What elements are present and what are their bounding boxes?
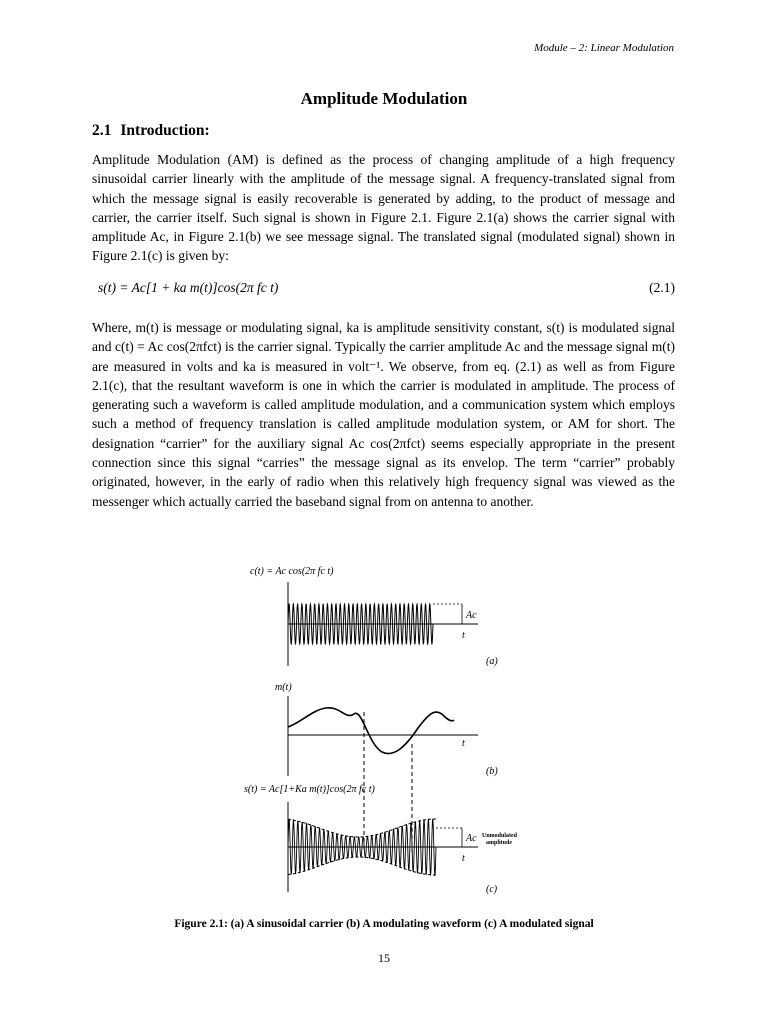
carrier-amp-label: Ac: [466, 610, 477, 621]
panel-c-label: (c): [486, 884, 498, 895]
section-number: 2.1: [92, 122, 112, 139]
am-waveforms-diagram: [240, 562, 540, 902]
modulated-t-label: t: [462, 853, 465, 864]
page-title: Amplitude Modulation: [300, 89, 468, 108]
page-number: 15: [378, 951, 390, 965]
message-waveform: [288, 708, 454, 754]
figure-caption: Figure 2.1: (a) A sinusoidal carrier (b) A modulating waveform (c) A modulated signal: [174, 918, 594, 930]
modulated-formula: s(t) = Ac[1+Ka m(t)]cos(2π fc t): [244, 784, 375, 795]
running-header: Module – 2: Linear Modulation: [534, 42, 674, 54]
message-formula: m(t): [275, 682, 292, 693]
equation-2-1: [92, 280, 675, 296]
carrier-waveform: [288, 604, 433, 644]
carrier-formula: c(t) = Ac cos(2π fc t): [250, 566, 334, 577]
message-t-label: t: [462, 738, 465, 749]
section-title: Introduction:: [120, 122, 210, 139]
unmod-label-1: Unmodulated: [482, 833, 518, 839]
equation-number: (2.1): [649, 280, 675, 295]
intro-paragraph: Amplitude Modulation (AM) is defined as the process of changing amplitude of a high frequency sinusoidal carrier linearly with the amplitude of the message signal. A frequency-translated signal from which the message signal is easily recoverable is generated by adding, to the product of message and carrier, the carrier itself. Such signal is shown in Figure 2.1. Figure 2.1(a) shows the carrier signal with amplitude Ac, in Figure 2.1(b) we see message signal. The translated signal (modulated signal) shown in Figure 2.1(c) is given by:: [92, 152, 675, 264]
panel-b-label: (b): [486, 766, 498, 777]
equation-expression: s(t) = Ac[1 + ka m(t)]cos(2π fc t): [98, 280, 279, 295]
figure-2-1: [240, 562, 540, 902]
carrier-t-label: t: [462, 630, 465, 641]
section-heading: [92, 122, 210, 140]
modulated-waveform: [288, 819, 436, 875]
definition-paragraph: Where, m(t) is message or modulating signal, ka is amplitude sensitivity constant, s(t) is modulated signal and c(t) = Ac cos(2πfct) is the carrier signal. Typically the carrier amplitude Ac and the message signal m(t) are measured in volts and ka is measured in volt⁻¹. We observe, from eq. (2.1) as well as from Figure 2.1(c), that the resultant waveform is one in which the carrier is modulated in amplitude. The process of generating such a waveform is called amplitude modulation, and a communication system which employs such a method of frequency translation is called amplitude modulation system, or AM for short. The designation “carrier” for the auxiliary signal Ac cos(2πfct) seems especially appropriate in the present connection since this signal “carries” the message signal as its envelop. The term “carrier” probably originated, however, in the early of radio when this relatively high frequency signal was viewed as the messenger which actually carried the baseband signal from on antenna to another.: [92, 320, 675, 509]
modulated-amp-label: Ac: [466, 833, 477, 844]
unmod-label-2: amplitude: [486, 840, 513, 846]
panel-a-label: (a): [486, 656, 498, 667]
